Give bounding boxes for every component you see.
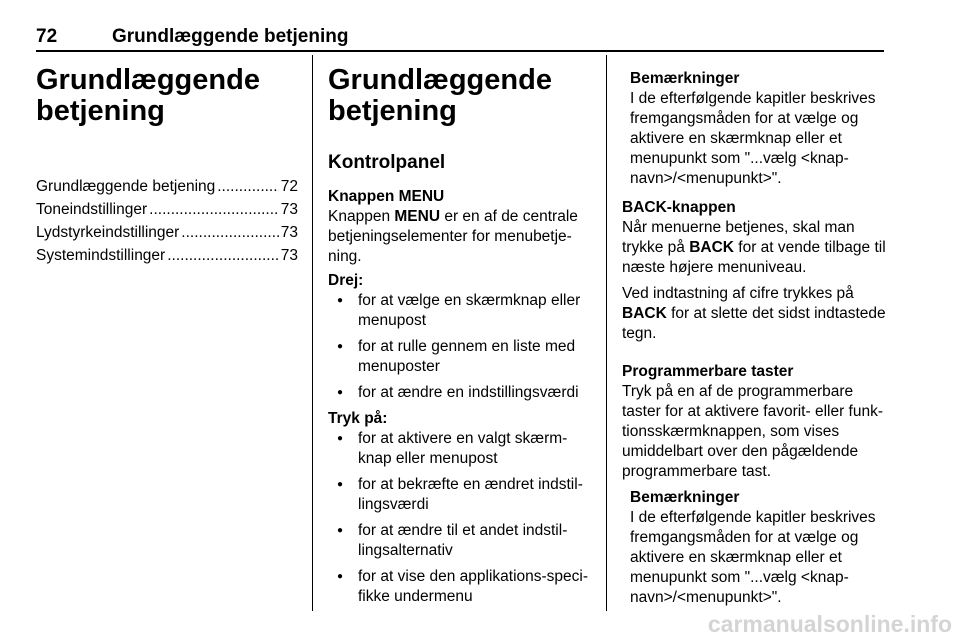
programmable-keys-paragraph: Tryk på en af de programmerbare taster for at aktivere favorit- eller funk-tionsskærmknappen, som vises umiddelbart over den pågældende programmerbare tast. xyxy=(622,383,884,480)
subsection-title: Kontrolpanel xyxy=(328,152,446,173)
note-heading: Bemærkninger xyxy=(630,70,740,87)
press-label: Tryk på: xyxy=(328,410,388,427)
toc-leader xyxy=(181,223,278,243)
chapter-title: Grundlæggende betjening xyxy=(36,64,260,127)
toc-entry[interactable]: Systemindstillinger ..... 73 xyxy=(36,246,298,269)
header-title: Grundlæggende betjening xyxy=(112,26,349,47)
list-item: ● for at ændre til et andet indstil-lingsalternativ xyxy=(328,521,590,561)
right-column xyxy=(622,69,886,608)
page-header xyxy=(36,26,348,48)
menu-heading: Knappen MENU xyxy=(328,188,445,205)
press-list xyxy=(328,429,590,607)
toc-entry[interactable]: Toneindstillinger ..... 73 xyxy=(36,200,298,223)
toc-leader xyxy=(149,200,279,220)
column-divider-1 xyxy=(312,55,313,611)
back-paragraph-2: Ved indtastning af cifre trykkes på BACK for at slette det sidst indtastede tegn. xyxy=(622,285,886,342)
watermark: carmanualsonline.info xyxy=(707,611,952,637)
turn-list xyxy=(328,291,590,403)
back-paragraph-1: Når menuerne betjenes, skal man trykke på BACK for at vende tilbage til næste højere menuniveau. xyxy=(622,219,886,276)
toc-leader xyxy=(167,246,279,266)
note-text: I de efterfølgende kapitler beskrives fremgangsmåden for at vælge og aktivere en skærmknap eller et menupunkt som "...vælg <knap-navn>/<menupunkt>". xyxy=(630,90,876,187)
list-item: ● for at bekræfte en ændret indstil-lingsværdi xyxy=(328,475,590,515)
toc-entry[interactable]: Grundlæggende betjening ..... 72 xyxy=(36,177,298,200)
page-number: 72 xyxy=(36,26,58,47)
back-heading: BACK-knappen xyxy=(622,199,736,216)
header-divider xyxy=(36,50,884,52)
programmable-keys-heading: Programmerbare taster xyxy=(622,363,794,380)
note-text: I de efterfølgende kapitler beskrives fremgangsmåden for at vælge og aktivere en skærmknap eller et menupunkt som "...vælg <knap-navn>/<menupunkt>". xyxy=(630,509,876,606)
note-heading: Bemærkninger xyxy=(630,489,740,506)
note-box-2 xyxy=(622,488,886,608)
list-item: ● for at vælge en skærmknap eller menupost xyxy=(328,291,590,331)
list-item: ● for at vise den applikations-speci-fikke undermenu xyxy=(328,567,590,607)
column-divider-2 xyxy=(606,55,607,611)
list-item: ● for at ændre en indstillingsværdi xyxy=(328,383,590,403)
toc-column xyxy=(36,60,298,269)
menu-paragraph: Knappen MENU er en af de centrale betjeningselementer for menubetje-ning. xyxy=(328,208,578,265)
main-column xyxy=(328,60,590,613)
toc-leader xyxy=(217,177,279,197)
turn-label: Drej: xyxy=(328,272,364,289)
toc-entry[interactable]: Lydstyrkeindstillinger ..... 73 xyxy=(36,223,298,246)
table-of-contents xyxy=(36,177,298,269)
list-item: ● for at rulle gennem en liste med menuposter xyxy=(328,337,590,377)
note-box-1 xyxy=(622,69,886,189)
section-title: Grundlæggende betjening xyxy=(328,64,552,127)
list-item: ● for at aktivere en valgt skærm-knap eller menupost xyxy=(328,429,590,469)
